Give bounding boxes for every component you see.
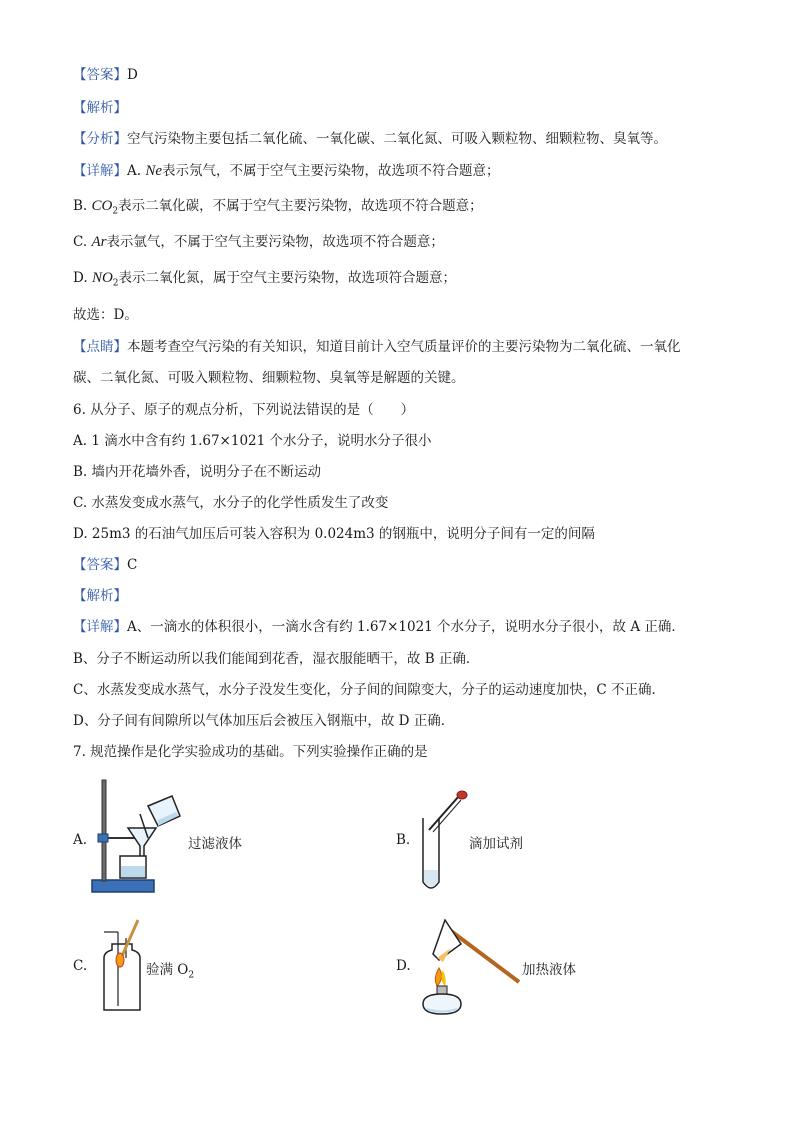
q6-stem: 6. 从分子、原子的观点分析，下列说法错误的是（ ） [73,402,415,418]
q5-analysis-line [73,99,127,117]
q6-option-A: A. 1 滴水中含有约 1.67×1021 个水分子，说明水分子很小 [73,433,432,449]
detail-C-text: 表示氩气，不属于空气主要污染物，故选项不符合题意； [106,234,444,250]
detail-B-text: 表示二氧化碳，不属于空气主要污染物，故选项不符合题意； [118,198,483,214]
q5-choose: 故选：D。 [73,307,138,323]
q7-option-D-label: D. [396,958,411,974]
option-prefix: C. [73,234,92,250]
dianjing-tag: 【点睛】 [73,339,127,355]
analysis-tag: 【解析】 [73,588,127,604]
q7-option-B-caption: 滴加试剂 [469,836,523,852]
fenxi-tag: 【分析】 [73,131,127,147]
caption-text: 验满 O [146,962,189,978]
filtration-apparatus-image [88,776,184,900]
detail-tag: 【详解】 [73,163,127,179]
formula-subscript: 2 [112,278,119,289]
fenxi-text: 空气污染物主要包括二氧化硫、一氧化碳、二氧化氮、可吸入颗粒物、细颗粒物、臭氧等。 [127,131,667,147]
formula-ne: Ne [145,163,163,179]
q5-detail-D [73,269,456,293]
q6-answer-line [73,556,137,574]
formula-co2: CO [91,198,113,214]
q5-fenxi-line [73,130,667,148]
dropper-test-tube-image [415,790,471,894]
answer-value: D [127,67,138,83]
answer-value: C [127,557,138,573]
q6-option-B: B. 墙内开花墙外香，说明分子在不断运动 [73,464,322,480]
q7-option-A-caption: 过滤液体 [188,836,242,852]
caption-subscript: 2 [188,970,195,981]
q5-dianjing-line1 [73,338,681,356]
analysis-tag: 【解析】 [73,100,127,116]
q6-detail-2: B、分子不断运动所以我们能闻到花香，湿衣服能晒干，故 B 正确． [73,651,480,667]
detail-A-text: 表示氖气，不属于空气主要污染物，故选项不符合题意； [162,163,500,179]
q5-detail-B [73,197,483,221]
q5-answer-line [73,66,138,84]
gas-bottle-splint-image [96,918,148,1016]
heating-test-tube-image [417,914,523,1018]
option-prefix: D. [73,270,92,286]
q7-option-D-caption: 加热液体 [522,962,576,978]
q5-detail-C [73,233,444,251]
q5-dianjing-line2: 碳、二氧化氮、可吸入颗粒物、细颗粒物、臭氧等是解题的关键。 [73,370,465,386]
q6-option-D: D. 25m3 的石油气加压后可装入容积为 0.024m3 的钢瓶中，说明分子间有一定的间隔 [73,526,595,542]
q6-detail-3: C、水蒸发变成水蒸气，水分子没发生变化，分子间的间隙变大，分子的运动速度加快，C 不正确． [73,682,665,698]
q5-detail-A [73,162,500,180]
q7-stem: 7. 规范操作是化学实验成功的基础。下列实验操作正确的是 [73,744,428,760]
option-prefix: A. [127,163,146,179]
dianjing-text-1: 本题考查空气污染的有关知识，知道目前计入空气质量评价的主要污染物为二氧化硫、一氧化 [127,339,681,355]
formula-ar: Ar [91,234,107,250]
detail-text-1: A、一滴水的体积很小，一滴水含有约 1.67×1021 个水分子，说明水分子很小，故 A 正确． [127,619,685,635]
q6-option-C: C. 水蒸发变成水蒸气，水分子的化学性质发生了改变 [73,495,389,511]
q6-analysis-line [73,587,127,605]
q7-option-A-label: A. [73,832,88,848]
option-prefix: B. [73,198,92,214]
q7-option-C-caption [146,958,194,981]
detail-tag: 【详解】 [73,619,127,635]
answer-tag: 【答案】 [73,67,127,83]
q7-option-C-label: C. [73,958,88,974]
formula-no2: NO [91,270,113,286]
q6-detail-1 [73,618,685,636]
q6-detail-4: D、分子间有间隙所以气体加压后会被压入钢瓶中，故 D 正确． [73,713,455,729]
formula-subscript: 2 [112,206,119,217]
q7-option-B-label: B. [396,832,411,848]
detail-D-text: 表示二氧化氮，属于空气主要污染物，故选项符合题意； [118,270,457,286]
answer-tag: 【答案】 [73,557,127,573]
